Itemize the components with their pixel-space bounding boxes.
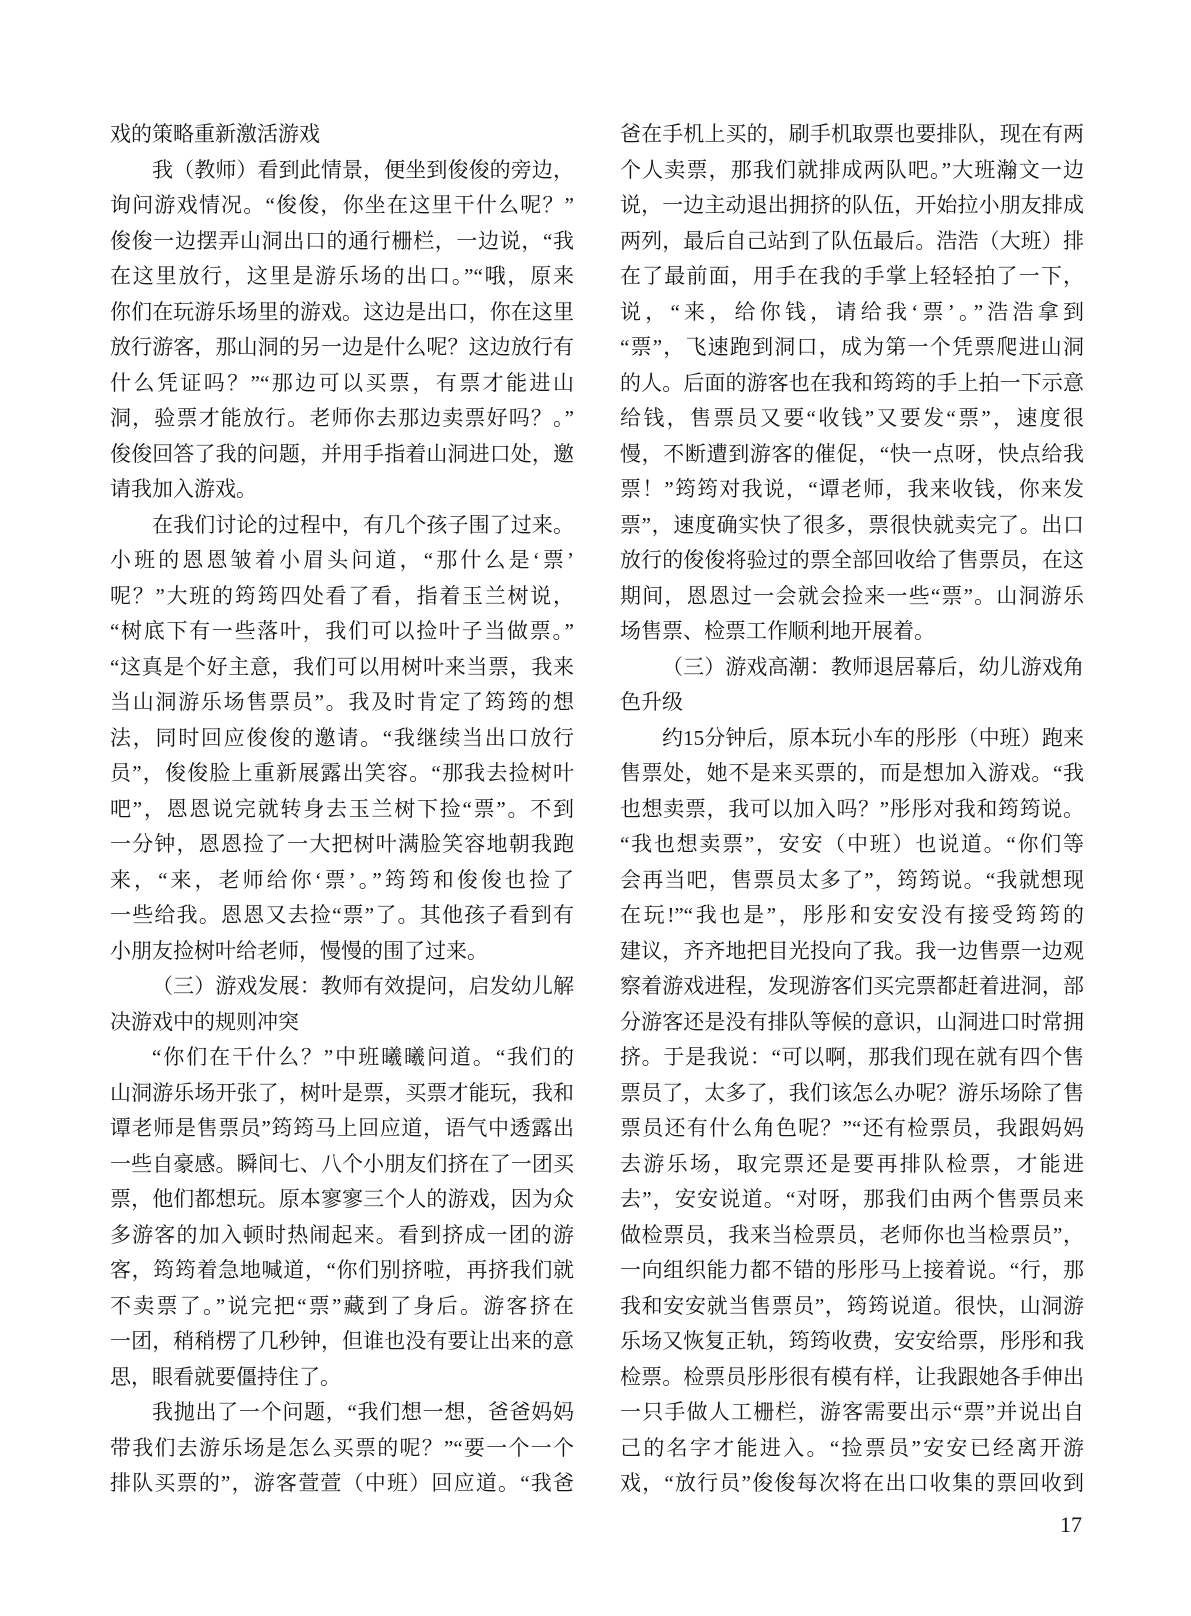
text-line: 在我们讨论的过程中，有几个孩子围了过来。: [152, 512, 574, 537]
text-line: “你们在干什么？”中班曦曦问道。“我们的: [152, 1045, 574, 1069]
text-line: 法，同时回应俊俊的邀请。“我继续当出口放行: [110, 725, 574, 750]
text-line: 请我加入游戏。: [110, 477, 257, 501]
text-line: 山洞游乐场开张了，树叶是票，买票才能玩，我和: [110, 1080, 574, 1105]
text-line: （三）游戏发展：教师有效提问，启发幼儿解: [152, 974, 574, 998]
text-line: 吧”，恩恩说完就转身去玉兰树下捡“票”。不到: [110, 796, 574, 821]
text-line: 色升级: [620, 690, 683, 714]
text-line: 当山洞游乐场售票员”。我及时肯定了筠筠的想: [110, 690, 574, 714]
text-line: 做检票员，我来当检票员，老师你也当检票员”，: [620, 1222, 1084, 1247]
text-line: 洞，验票才能放行。老师你去那边卖票好吗？。”: [110, 406, 574, 430]
text-line: 客，筠筠着急地喊道，“你们别挤啦，再挤我们就: [110, 1258, 574, 1282]
text-line: 票！”筠筠对我说，“谭老师，我来收钱，你来发: [620, 477, 1084, 501]
text-line: 俊俊回答了我的问题，并用手指着山洞进口处，邀: [110, 441, 574, 466]
text-line: 俊俊一边摆弄山洞出口的通行栅栏，一边说，“我: [110, 228, 574, 253]
text-line: 期间，恩恩过一会就会捡来一些“票”。山洞游乐: [620, 583, 1084, 608]
text-line: 戏的策略重新激活游戏: [110, 122, 320, 146]
text-line: 员”，俊俊脸上重新展露出笑容。“那我去捡树叶: [110, 761, 574, 785]
text-line: 检票。检票员彤彤很有模有样，让我跟她各手伸出: [620, 1364, 1084, 1389]
text-line: 个人卖票，那我们就排成两队吧。”大班瀚文一边: [620, 157, 1084, 182]
text-line: 呢？”大班的筠筠四处看了看，指着玉兰树说，: [110, 583, 574, 608]
text-line: 挤。于是我说：“可以啊，那我们现在就有四个售: [620, 1045, 1084, 1069]
text-line: 决游戏中的规则冲突: [110, 1009, 299, 1034]
text-line: 去”，安安说道。“对呀，那我们由两个售票员来: [620, 1187, 1084, 1211]
text-line: 你们在玩游乐场里的游戏。这边是出口，你在这里: [110, 299, 574, 324]
text-line: 一团，稍稍楞了几秒钟，但谁也没有要让出来的意: [110, 1329, 574, 1353]
text-line: 小班的恩恩皱着小眉头问道，“那什么是‘票’: [110, 548, 574, 572]
text-line: 一向组织能力都不错的彤彤马上接着说。“行，那: [620, 1258, 1084, 1282]
text-column-left: [110, 117, 574, 1502]
text-line: 一些自豪感。瞬间七、八个小朋友们挤在了一团买: [110, 1151, 574, 1176]
text-line: 多游客的加入顿时热闹起来。看到挤成一团的游: [110, 1222, 574, 1247]
text-line: 己的名字才能进入。“捡票员”安安已经离开游: [620, 1435, 1084, 1460]
text-line: 我（教师）看到此情景，便坐到俊俊的旁边，: [152, 157, 574, 182]
text-line: 给钱，售票员又要“收钱”又要发“票”，速度很: [620, 406, 1084, 430]
text-line: 的人。后面的游客也在我和筠筠的手上拍一下示意: [620, 370, 1084, 395]
text-line: 说，“来，给你钱，请给我‘票’。”浩浩拿到: [620, 299, 1084, 324]
text-line: 询问游戏情况。“俊俊，你坐在这里干什么呢？”: [110, 193, 574, 217]
text-line: 票，他们都想玩。原本寥寥三个人的游戏，因为众: [110, 1187, 574, 1211]
text-line: 票”，速度确实快了很多，票很快就卖完了。出口: [620, 512, 1084, 537]
text-column-right: [620, 117, 1084, 1502]
text-line: 说，一边主动退出拥挤的队伍，开始拉小朋友排成: [620, 193, 1084, 217]
text-line: 在这里放行，这里是游乐场的出口。”“哦，原来: [110, 264, 574, 288]
text-line: “票”，飞速跑到洞口，成为第一个凭票爬进山洞: [620, 335, 1084, 359]
text-line: 不卖票了。”说完把“票”藏到了身后。游客挤在: [110, 1293, 574, 1318]
text-line: 我和安安就当售票员”，筠筠说道。很快，山洞游: [620, 1293, 1084, 1318]
text-line: 爸在手机上买的，刷手机取票也要排队，现在有两: [620, 122, 1084, 146]
text-line: 放行游客，那山洞的另一边是什么呢？这边放行有: [110, 335, 574, 359]
text-line: 场售票、检票工作顺利地开展着。: [620, 619, 935, 643]
text-line: 来，“来，老师给你‘票’。”筠筠和俊俊也捡了: [110, 867, 574, 892]
text-line: 会再当吧，售票员太多了”，筠筠说。“我就想现: [620, 867, 1084, 892]
text-line: 也想卖票，我可以加入吗？”彤彤对我和筠筠说。: [620, 796, 1084, 821]
page-number: 17: [1060, 1512, 1082, 1537]
text-line: “我也想卖票”，安安（中班）也说道。“你们等: [620, 832, 1084, 856]
text-line: 分游客还是没有排队等候的意识，山洞进口时常拥: [620, 1009, 1084, 1034]
text-line: 乐场又恢复正轨，筠筠收费，安安给票，彤彤和我: [620, 1329, 1084, 1353]
text-line: 什么凭证吗？”“那边可以买票，有票才能进山: [110, 370, 574, 395]
text-line: 约15分钟后，原本玩小车的彤彤（中班）跑来: [662, 725, 1084, 750]
text-line: 戏，“放行员”俊俊每次将在出口收集的票回收到: [620, 1471, 1084, 1495]
text-line: 在玩!”“我也是”，彤彤和安安没有接受筠筠的: [620, 903, 1084, 927]
text-line: 思，眼看就要僵持住了。: [110, 1364, 341, 1389]
text-line: 去游乐场，取完票还是要再排队检票，才能进: [620, 1151, 1084, 1176]
text-line: 察着游戏进程，发现游客们买完票都赶着进洞，部: [620, 974, 1084, 998]
text-line: 售票处，她不是来买票的，而是想加入游戏。“我: [620, 761, 1084, 785]
text-line: 小朋友捡树叶给老师，慢慢的围了过来。: [110, 938, 488, 963]
text-line: 排队买票的”，游客萱萱（中班）回应道。“我爸: [110, 1471, 574, 1495]
text-line: 慢，不断遭到游客的催促，“快一点呀，快点给我: [620, 441, 1084, 466]
text-line: 票员了，太多了，我们该怎么办呢？游乐场除了售: [620, 1080, 1084, 1105]
text-line: “这真是个好主意，我们可以用树叶来当票，我来: [110, 654, 574, 679]
text-line: 放行的俊俊将验过的票全部回收给了售票员，在这: [620, 548, 1084, 572]
text-line: 票员还有什么角色呢？”“还有检票员，我跟妈妈: [620, 1116, 1084, 1140]
text-line: 建议，齐齐地把目光投向了我。我一边售票一边观: [620, 938, 1084, 963]
text-line: 谭老师是售票员”筠筠马上回应道，语气中透露出: [110, 1116, 574, 1140]
text-line: 我抛出了一个问题，“我们想一想，爸爸妈妈: [152, 1400, 574, 1424]
text-line: 在了最前面，用手在我的手掌上轻轻拍了一下，: [620, 264, 1084, 288]
text-line: 带我们去游乐场是怎么买票的呢？”“要一个一个: [110, 1435, 574, 1460]
text-line: 一只手做人工栅栏，游客需要出示“票”并说出自: [620, 1400, 1084, 1424]
text-line: （三）游戏高潮：教师退居幕后，幼儿游戏角: [662, 654, 1084, 679]
text-line: 两列，最后自己站到了队伍最后。浩浩（大班）排: [620, 228, 1084, 253]
text-line: 一些给我。恩恩又去捡“票”了。其他孩子看到有: [110, 903, 574, 927]
text-line: 一分钟，恩恩捡了一大把树叶满脸笑容地朝我跑: [110, 832, 574, 856]
text-line: “树底下有一些落叶，我们可以捡叶子当做票。”: [110, 619, 574, 643]
